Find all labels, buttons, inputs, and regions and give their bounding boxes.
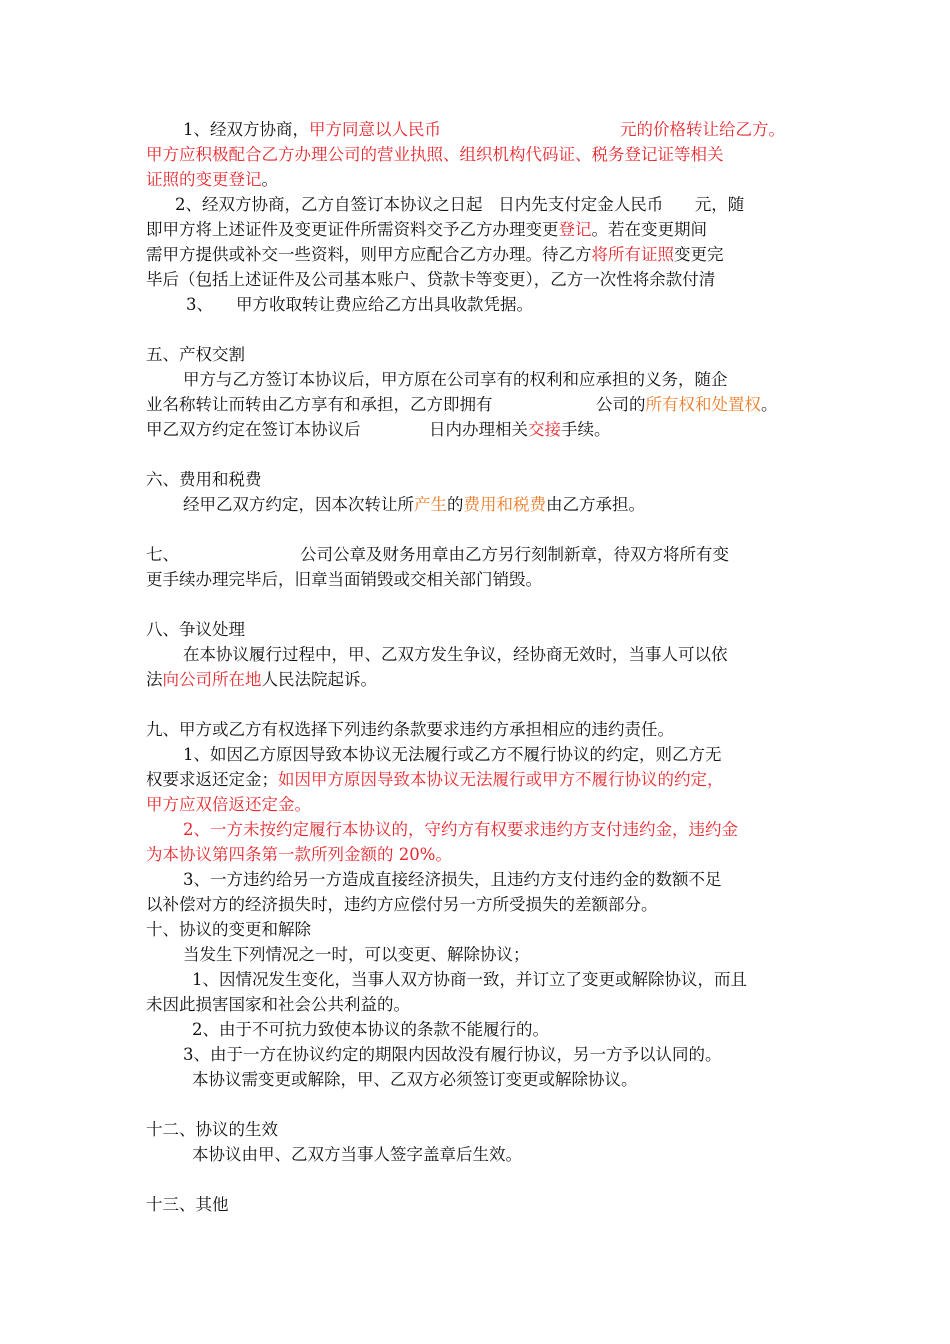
text-orange: 所有权和处置权: [645, 395, 761, 414]
section-10-item3: 3、由于一方在协议约定的期限内因故没有履行协议，另一方予以认同的。: [183, 1045, 722, 1064]
text: 的: [447, 495, 464, 514]
section-5-line3-days: [429, 418, 611, 442]
text: 需甲方提供或补交一些资料，则甲方应配合乙方办理。待乙方: [146, 245, 592, 264]
text-red: 甲方同意以人民币: [309, 120, 441, 139]
text: 即甲方将上述证件及变更证件所需资料交予乙方办理变更: [146, 220, 559, 239]
section-8-line2: [146, 668, 377, 692]
section-9-1-line3: 甲方应双倍返还定金。: [146, 795, 311, 814]
section-7-number: 七、: [146, 545, 179, 564]
text: 。若在变更期间: [591, 220, 707, 239]
section-9-1-line1: 1、如因乙方原因导致本协议无法履行或乙方不履行协议的约定，则乙方无: [183, 745, 722, 764]
section-10-item2: 2、由于不可抗力致使本协议的条款不能履行的。: [192, 1020, 549, 1039]
section-12-heading: 十二、协议的生效: [146, 1120, 278, 1139]
clause-4-1-price: 元的价格转让给乙方。: [620, 120, 785, 139]
text: 法: [146, 670, 163, 689]
clause-4-2-line4: 毕后（包括上述证件及公司基本账户、贷款卡等变更），乙方一次性将余款付清: [146, 270, 716, 289]
text-red: 将所有证照: [591, 245, 674, 264]
section-9-2-line1: 2、一方未按约定履行本协议的，守约方有权要求违约方支付违约金，违约金: [183, 820, 738, 839]
text-red: 证照的变更登记: [146, 170, 262, 189]
section-5-line2-rights: [596, 393, 778, 417]
clause-4-1-line3: [146, 168, 278, 192]
clause-4-2-line2: [146, 218, 707, 242]
section-5-heading: 五、产权交割: [146, 345, 245, 364]
section-5-line3: 甲乙双方约定在签订本协议后: [146, 420, 361, 439]
text: 变更完: [674, 245, 724, 264]
clause-4-1-line2: 甲方应积极配合乙方办理公司的营业执照、组织机构代码证、税务登记证等相关: [146, 145, 724, 164]
section-6-line1: [183, 493, 645, 517]
section-7-line2: 更手续办理完毕后，旧章当面销毁或交相关部门销毁。: [146, 570, 542, 589]
text-orange: 产生: [414, 495, 447, 514]
text: 权要求返还定金；: [146, 770, 278, 789]
section-10-heading: 十、协议的变更和解除: [146, 920, 311, 939]
text-red: 如因甲方原因导致本协议无法履行或甲方不履行协议的约定，: [278, 770, 724, 789]
section-8-line1: 在本协议履行过程中，甲、乙双方发生争议，经协商无效时，当事人可以依: [183, 645, 728, 664]
section-5-line1: 甲方与乙方签订本协议后，甲方原在公司享有的权利和应承担的义务，随企: [183, 370, 728, 389]
text-red: 向公司所在地: [162, 670, 262, 689]
text: 日内办理相关: [429, 420, 528, 439]
text: 。: [761, 395, 778, 414]
section-9-3-line2: 以补偿对方的经济损失时，违约方应偿付另一方所受损失的差额部分。: [146, 895, 658, 914]
text: 经甲乙双方约定，因本次转让所: [183, 495, 414, 514]
section-12-line1: 本协议由甲、乙双方当事人签字盖章后生效。: [192, 1145, 522, 1164]
section-7-line1: 公司公章及财务用章由乙方另行刻制新章，待双方将所有变: [300, 545, 729, 564]
text: 1、经双方协商，: [183, 120, 309, 139]
clause-4-2-line1: 2、经双方协商，乙方自签订本协议之日起 日内先支付定金人民币 元，随: [175, 195, 745, 214]
clause-4-3-text: 甲方收取转让费应给乙方出具收款凭据。: [236, 295, 533, 314]
section-9-1-line2: [146, 768, 724, 792]
clause-4-2-line3: [146, 243, 724, 267]
section-5-line2: 业名称转让而转由乙方享有和承担，乙方即拥有: [146, 395, 493, 414]
text: 。: [261, 170, 278, 189]
section-9-2-line2: 为本协议第四条第一款所列金额的 20%。: [146, 845, 452, 864]
section-10-outro: 本协议需变更或解除，甲、乙双方必须签订变更或解除协议。: [192, 1070, 638, 1089]
section-9-3-line1: 3、一方违约给另一方造成直接经济损失，且违约方支付违约金的数额不足: [183, 870, 722, 889]
section-10-item1-line2: 未因此损害国家和社会公共利益的。: [146, 995, 410, 1014]
section-10-intro: 当发生下列情况之一时，可以变更、解除协议；: [183, 945, 530, 964]
text-red: 登记: [558, 220, 592, 239]
section-8-heading: 八、争议处理: [146, 620, 245, 639]
clause-4-3-number: 3、: [186, 295, 213, 314]
section-6-heading: 六、费用和税费: [146, 470, 262, 489]
section-13-heading: 十三、其他: [146, 1195, 229, 1214]
text-red: 交接: [528, 420, 561, 439]
section-10-item1-line1: 1、因情况发生变化，当事人双方协商一致，并订立了变更或解除协议，而且: [192, 970, 747, 989]
text-orange: 费用和税费: [463, 495, 546, 514]
text: 公司的: [596, 395, 646, 414]
text: 由乙方承担。: [546, 495, 645, 514]
clause-4-1-line1: [183, 118, 441, 142]
text: 人民法院起诉。: [261, 670, 377, 689]
text: 手续。: [561, 420, 611, 439]
section-9-heading: 九、甲方或乙方有权选择下列违约条款要求违约方承担相应的违约责任。: [146, 720, 674, 739]
